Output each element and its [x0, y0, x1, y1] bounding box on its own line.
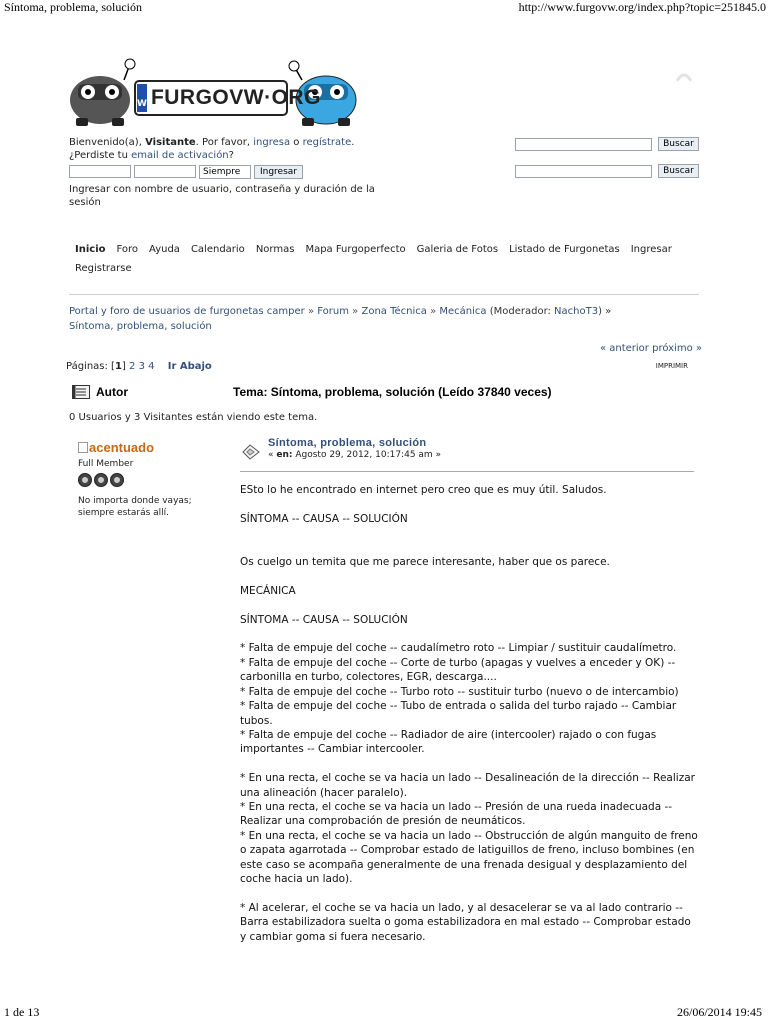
breadcrumb-forum[interactable]: Forum [317, 306, 349, 317]
post-divider [240, 471, 694, 472]
welcome-text [69, 136, 389, 162]
topic-icon [72, 385, 90, 399]
menu-item-listado-furgonetas[interactable]: Listado de Furgonetas [509, 244, 620, 255]
activation-email-link[interactable]: email de activación [131, 150, 229, 161]
session-duration-select[interactable]: Siempre [199, 165, 251, 179]
date-label: en: [276, 450, 293, 460]
previous-topic-link[interactable]: « anterior [599, 343, 649, 354]
menu-item-mapa-furgoperfecto[interactable]: Mapa Furgoperfecto [305, 244, 406, 255]
date-prefix: « [268, 450, 277, 460]
current-page: 1 [114, 361, 122, 372]
post-icon [242, 444, 260, 460]
offline-status-icon [78, 442, 88, 453]
breadcrumb-zona-tecnica[interactable]: Zona Técnica [361, 306, 427, 317]
pagination [66, 361, 212, 372]
breadcrumb-current-topic[interactable]: Síntoma, problema, solución [69, 321, 212, 332]
menu-item-foro[interactable]: Foro [116, 244, 139, 255]
divider [69, 294, 699, 295]
or-text: o [290, 137, 303, 148]
rank-star-icon [78, 473, 92, 487]
print-page-title: Síntoma, problema, solución [4, 0, 142, 14]
login-hint: Ingresar con nombre de usuario, contraseña y duración de la sesión [69, 184, 375, 208]
main-menu [75, 243, 705, 275]
menu-item-calendario[interactable]: Calendario [190, 244, 245, 255]
forgot-end-text: ? [228, 150, 234, 161]
moderator-link[interactable]: NachoT3 [554, 306, 599, 317]
moderator-end: ) » [598, 306, 612, 317]
breadcrumb: Portal y foro de usuarios de furgonetas camper » Forum » Zona Técnica » Mecánica (Moderador: NachoT3) » Síntoma, problema, solución [69, 306, 612, 332]
site-logo[interactable] [66, 54, 360, 128]
logo-plate-letter: W [137, 84, 147, 112]
breadcrumb-mecanica[interactable]: Mecánica [439, 306, 487, 317]
rank-stars [78, 473, 218, 487]
please-text: . Por favor, [195, 137, 254, 148]
period-text: . [351, 137, 355, 148]
page-link-4[interactable]: 4 [148, 361, 155, 372]
menu-item-normas[interactable]: Normas [255, 244, 295, 255]
collapse-header-icon[interactable] [676, 72, 692, 82]
moderator-label: (Moderador: [486, 306, 555, 317]
search-input-2[interactable] [515, 165, 652, 178]
rank-star-icon [110, 473, 124, 487]
poster-name[interactable]: acentuado [89, 440, 155, 455]
search-button-2[interactable]: Buscar [658, 164, 699, 178]
menu-item-inicio[interactable]: Inicio [75, 244, 106, 255]
menu-item-ayuda[interactable]: Ayuda [149, 244, 180, 255]
date-value: Agosto 29, 2012, 10:17:45 am » [292, 450, 442, 460]
forgot-text: ¿Perdiste tu [69, 150, 132, 161]
search-input-1[interactable] [515, 138, 652, 151]
topic-header [69, 384, 699, 402]
print-datetime: 26/06/2014 19:45 [676, 1005, 762, 1019]
viewing-count: 0 Usuarios y 3 Visitantes están viendo este tema. [69, 412, 318, 423]
post-date [268, 450, 694, 460]
greeting-text: Bienvenido(a), [69, 137, 146, 148]
pages-close: ] [121, 361, 126, 372]
post-title[interactable]: Síntoma, problema, solución [268, 437, 427, 449]
search-button-1[interactable]: Buscar [658, 137, 699, 151]
go-down-link[interactable]: Ir Abajo [167, 361, 212, 372]
topic-title: Tema: Síntoma, problema, solución (Leído 37840 veces) [233, 385, 552, 399]
poster-info [78, 440, 218, 519]
topic-navigation [600, 343, 702, 354]
next-topic-link[interactable]: próximo » [652, 343, 702, 354]
logo-text: FURGOVW·ORG [150, 86, 321, 109]
logo-plate [134, 80, 321, 116]
register-link[interactable]: regístrate [302, 137, 352, 148]
poster-name-row [78, 440, 218, 455]
print-url: http://www.furgovw.org/index.php?topic=251845.0 [518, 0, 766, 14]
menu-item-ingresar[interactable]: Ingresar [630, 244, 672, 255]
poster-rank: Full Member [78, 459, 134, 469]
breadcrumb-portal[interactable]: Portal y foro de usuarios de furgonetas camper [69, 306, 305, 317]
pages-label: Páginas: [ [66, 361, 115, 372]
print-page-number: 1 de 13 [4, 1005, 40, 1019]
post-body: ESto lo he encontrado en internet pero creo que es muy útil. Saludos. SÍNTOMA -- CAUSA -- SOLUCIÓN Os cuelgo un temita que me parece interesante, haber que os parece. MECÁNICA SÍNTOMA -- CAUSA -- SOLUCIÓN * Falta de empuje del coche -- caudalímetro roto -- Limpiar / sustituir caudalímetro. * Falta de empuje del coche -- Corte de turbo (apagas y vuelves a enceder y OK) -- carbonilla en turbo, colectores, EGR, descarga.... * Falta de empuje del coche -- Turbo roto -- sustituir turbo (nuevo o de intercambio) * Falta de empuje del coche -- Tubo de entrada o salida del turbo rajado -- Cambiar tubos. * Falta de empuje del coche -- Radiador de aire (intercooler) rajado o con fugas importantes -- Cambiar intercooler. * En una recta, el coche se va hacia un lado -- Desalineación de la dirección -- Realizar una alineación (hacer paralelo). * En una recta, el coche se va hacia un lado -- Presión de una rueda inadecuada -- Realizar una comprobación de presión de neumáticos. * En una recta, el coche se va hacia un lado -- Obstrucción de algún manguito de freno o zapata agarrotada -- Comprobar estado de latiguillos de freno, incluso bombines (en este caso se acompaña generalmente de una frenada desigual y desplazamiento del coche hacia un lado). * Al acelerar, el coche se va hacia un lado, y al desacelerar se va al lado contrario -- Barra estabilizadora suelta o goma estabilizadora en mal estado -- Comprobar estado y cambiar goma si fuera necesario. [240, 484, 698, 943]
page-link-3[interactable]: 3 [138, 361, 145, 372]
login-button[interactable]: Ingresar [254, 165, 303, 179]
poster-signature-quote: No importa donde vayas; siempre estarás allí. [78, 496, 192, 518]
author-column-label: Autor [96, 385, 128, 399]
login-link[interactable]: ingresa [253, 137, 291, 148]
rank-star-icon [94, 473, 108, 487]
visitor-label: Visitante [145, 137, 196, 148]
print-link[interactable]: IMPRIMIR [655, 362, 688, 370]
menu-item-galeria-fotos[interactable]: Galeria de Fotos [416, 244, 499, 255]
menu-item-registrarse[interactable]: Registrarse [75, 263, 132, 274]
password-input[interactable] [134, 165, 196, 178]
page-link-2[interactable]: 2 [129, 361, 136, 372]
post-header [240, 437, 694, 460]
username-input[interactable] [69, 165, 131, 178]
